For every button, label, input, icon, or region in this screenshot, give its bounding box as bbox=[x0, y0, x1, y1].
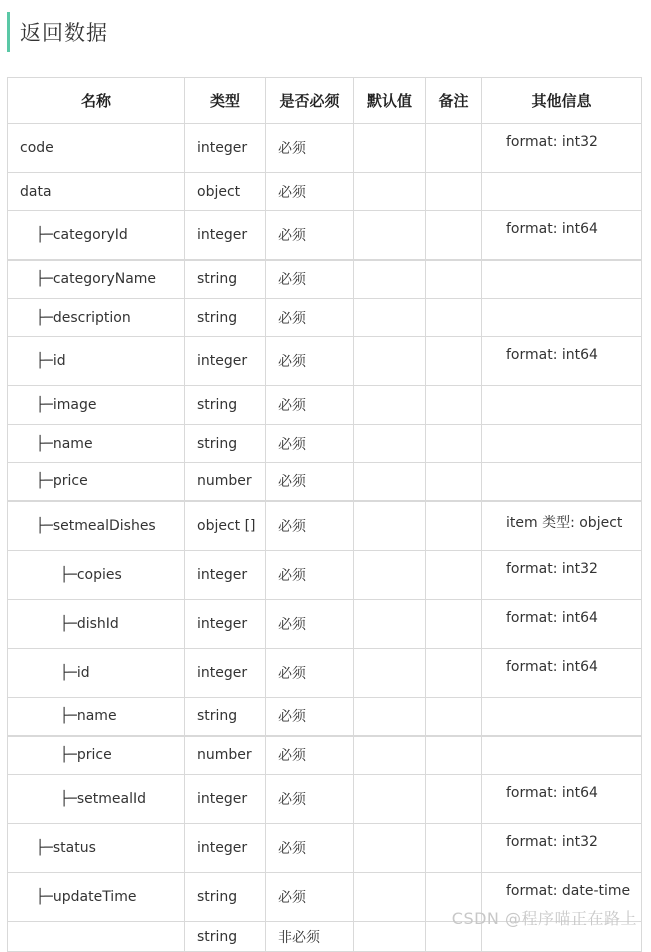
field-type: integer bbox=[185, 600, 266, 649]
tree-prefix: ├─ bbox=[36, 840, 53, 856]
field-name bbox=[8, 551, 185, 600]
field-other-info bbox=[482, 425, 642, 463]
field-default bbox=[354, 386, 426, 425]
field-name-text: code bbox=[20, 140, 54, 156]
field-other-info: format: int32 bbox=[482, 551, 642, 600]
section-title: 返回数据 bbox=[20, 21, 108, 45]
field-default bbox=[354, 337, 426, 386]
table-row bbox=[8, 211, 642, 260]
tree-prefix: ├─ bbox=[60, 791, 77, 807]
field-type: object bbox=[185, 173, 266, 211]
field-name-text: description bbox=[52, 309, 131, 326]
tree-prefix: ├─ bbox=[36, 226, 53, 243]
field-required: 必须 bbox=[266, 873, 354, 922]
tree-prefix: ├─ bbox=[36, 271, 53, 288]
field-name bbox=[8, 698, 185, 736]
tree-prefix: ├─ bbox=[36, 309, 53, 326]
field-name bbox=[8, 260, 185, 299]
table-row bbox=[8, 124, 642, 173]
table-row bbox=[8, 386, 642, 425]
field-required: 必须 bbox=[266, 649, 354, 698]
tree-prefix: ├─ bbox=[60, 665, 77, 681]
table-row bbox=[8, 463, 642, 501]
field-required: 必须 bbox=[266, 775, 354, 824]
field-remark bbox=[426, 260, 482, 299]
field-type: string bbox=[185, 299, 266, 337]
field-name bbox=[8, 501, 185, 551]
field-name bbox=[8, 824, 185, 873]
field-name-text: price bbox=[76, 747, 112, 764]
field-name bbox=[8, 337, 185, 386]
header-remark: 备注 bbox=[426, 78, 482, 124]
table-row bbox=[8, 551, 642, 600]
field-remark bbox=[426, 501, 482, 551]
field-type: integer bbox=[185, 211, 266, 260]
tree-prefix: ├─ bbox=[60, 567, 77, 583]
field-default bbox=[354, 824, 426, 873]
field-required: 必须 bbox=[266, 463, 354, 501]
field-name-text: updateTime bbox=[52, 889, 137, 905]
field-type: integer bbox=[185, 551, 266, 600]
field-type: number bbox=[185, 736, 266, 775]
tree-prefix: ├─ bbox=[60, 708, 77, 725]
field-remark bbox=[426, 211, 482, 260]
field-name-text: data bbox=[20, 183, 52, 200]
field-default bbox=[354, 873, 426, 922]
field-default bbox=[354, 922, 426, 952]
field-default bbox=[354, 775, 426, 824]
field-remark bbox=[426, 299, 482, 337]
field-default bbox=[354, 600, 426, 649]
field-required: 必须 bbox=[266, 501, 354, 551]
field-type: number bbox=[185, 463, 266, 501]
table-row bbox=[8, 173, 642, 211]
tree-prefix: ├─ bbox=[36, 517, 53, 534]
table-row bbox=[8, 425, 642, 463]
tree-prefix: ├─ bbox=[36, 473, 53, 490]
field-other-info bbox=[482, 386, 642, 425]
field-name-text: status bbox=[52, 840, 96, 856]
field-type: object [] bbox=[185, 501, 266, 551]
field-name bbox=[8, 173, 185, 211]
table-row bbox=[8, 260, 642, 299]
field-type: string bbox=[185, 922, 266, 952]
field-name bbox=[8, 873, 185, 922]
field-name bbox=[8, 736, 185, 775]
field-required: 必须 bbox=[266, 211, 354, 260]
field-name bbox=[8, 600, 185, 649]
field-required: 必须 bbox=[266, 299, 354, 337]
tree-prefix: ├─ bbox=[36, 353, 53, 369]
field-remark bbox=[426, 600, 482, 649]
field-remark bbox=[426, 337, 482, 386]
field-required: 必须 bbox=[266, 736, 354, 775]
field-other-info: format: date-time bbox=[482, 873, 642, 922]
field-name bbox=[8, 649, 185, 698]
field-default bbox=[354, 736, 426, 775]
field-required: 必须 bbox=[266, 824, 354, 873]
table-row bbox=[8, 337, 642, 386]
field-name bbox=[8, 386, 185, 425]
field-other-info: format: int32 bbox=[482, 824, 642, 873]
field-name bbox=[8, 211, 185, 260]
field-remark bbox=[426, 824, 482, 873]
field-required: 必须 bbox=[266, 698, 354, 736]
field-other-info: format: int64 bbox=[482, 649, 642, 698]
field-name-text: id bbox=[52, 353, 66, 369]
section-header bbox=[7, 12, 108, 52]
field-remark bbox=[426, 736, 482, 775]
field-required: 必须 bbox=[266, 386, 354, 425]
field-remark bbox=[426, 173, 482, 211]
field-default bbox=[354, 463, 426, 501]
field-required: 必须 bbox=[266, 260, 354, 299]
tree-prefix: ├─ bbox=[36, 889, 53, 905]
field-name-text: name bbox=[76, 708, 117, 725]
watermark: CSDN @程序喵正在路上 bbox=[451, 909, 637, 928]
header-required: 是否必须 bbox=[266, 78, 354, 124]
field-type: integer bbox=[185, 775, 266, 824]
field-required: 必须 bbox=[266, 600, 354, 649]
tree-prefix: ├─ bbox=[36, 397, 53, 413]
field-remark bbox=[426, 425, 482, 463]
field-name bbox=[8, 775, 185, 824]
field-name-text: id bbox=[76, 665, 90, 681]
field-default bbox=[354, 124, 426, 173]
field-other-info: format: int64 bbox=[482, 600, 642, 649]
field-name-text: image bbox=[52, 397, 97, 413]
field-name bbox=[8, 124, 185, 173]
field-other-info bbox=[482, 463, 642, 501]
table-row bbox=[8, 698, 642, 736]
field-other-info: item 类型: object bbox=[482, 501, 642, 551]
field-remark bbox=[426, 386, 482, 425]
field-name-text: copies bbox=[76, 567, 122, 583]
header-default: 默认值 bbox=[354, 78, 426, 124]
field-type: integer bbox=[185, 124, 266, 173]
field-name-text: dishId bbox=[76, 616, 119, 632]
field-remark bbox=[426, 775, 482, 824]
field-other-info bbox=[482, 698, 642, 736]
field-default bbox=[354, 501, 426, 551]
field-other-info: format: int32 bbox=[482, 124, 642, 173]
field-name-text: categoryId bbox=[52, 226, 128, 243]
header-name: 名称 bbox=[8, 78, 185, 124]
field-name bbox=[8, 463, 185, 501]
field-name bbox=[8, 425, 185, 463]
field-other-info: format: int64 bbox=[482, 337, 642, 386]
field-name bbox=[8, 299, 185, 337]
field-other-info: format: int64 bbox=[482, 775, 642, 824]
table-row bbox=[8, 299, 642, 337]
field-type: integer bbox=[185, 824, 266, 873]
table-row bbox=[8, 775, 642, 824]
field-type: integer bbox=[185, 649, 266, 698]
field-required: 必须 bbox=[266, 124, 354, 173]
field-default bbox=[354, 425, 426, 463]
field-type: string bbox=[185, 425, 266, 463]
tree-prefix: ├─ bbox=[60, 616, 77, 632]
field-default bbox=[354, 211, 426, 260]
field-default bbox=[354, 698, 426, 736]
header-type: 类型 bbox=[185, 78, 266, 124]
table-row bbox=[8, 501, 642, 551]
field-remark bbox=[426, 463, 482, 501]
field-required: 必须 bbox=[266, 337, 354, 386]
field-other-info bbox=[482, 173, 642, 211]
field-other-info: format: int64 bbox=[482, 211, 642, 260]
field-type: string bbox=[185, 386, 266, 425]
field-required: 必须 bbox=[266, 551, 354, 600]
field-type: integer bbox=[185, 337, 266, 386]
field-name-text: price bbox=[52, 473, 88, 490]
table-row bbox=[8, 649, 642, 698]
table-row bbox=[8, 824, 642, 873]
field-default bbox=[354, 260, 426, 299]
field-name-text: setmealId bbox=[76, 791, 146, 807]
field-remark bbox=[426, 649, 482, 698]
response-data-table bbox=[7, 77, 642, 952]
field-name-text: setmealDishes bbox=[52, 517, 156, 534]
table-row bbox=[8, 600, 642, 649]
field-default bbox=[354, 649, 426, 698]
header-other-info: 其他信息 bbox=[482, 78, 642, 124]
field-required: 非必须 bbox=[266, 922, 354, 952]
field-other-info bbox=[482, 299, 642, 337]
field-name-text: name bbox=[52, 435, 93, 452]
field-other-info bbox=[482, 736, 642, 775]
field-remark bbox=[426, 124, 482, 173]
field-remark bbox=[426, 551, 482, 600]
tree-prefix: ├─ bbox=[60, 747, 77, 764]
field-default bbox=[354, 299, 426, 337]
field-type: string bbox=[185, 873, 266, 922]
field-remark bbox=[426, 698, 482, 736]
field-name-text: categoryName bbox=[52, 271, 157, 288]
field-default bbox=[354, 551, 426, 600]
tree-prefix: ├─ bbox=[36, 435, 53, 452]
table-header-row bbox=[8, 78, 642, 124]
field-required: 必须 bbox=[266, 173, 354, 211]
field-type: string bbox=[185, 698, 266, 736]
field-name bbox=[8, 922, 185, 952]
field-default bbox=[354, 173, 426, 211]
field-required: 必须 bbox=[266, 425, 354, 463]
table-row bbox=[8, 736, 642, 775]
field-type: string bbox=[185, 260, 266, 299]
field-other-info bbox=[482, 260, 642, 299]
